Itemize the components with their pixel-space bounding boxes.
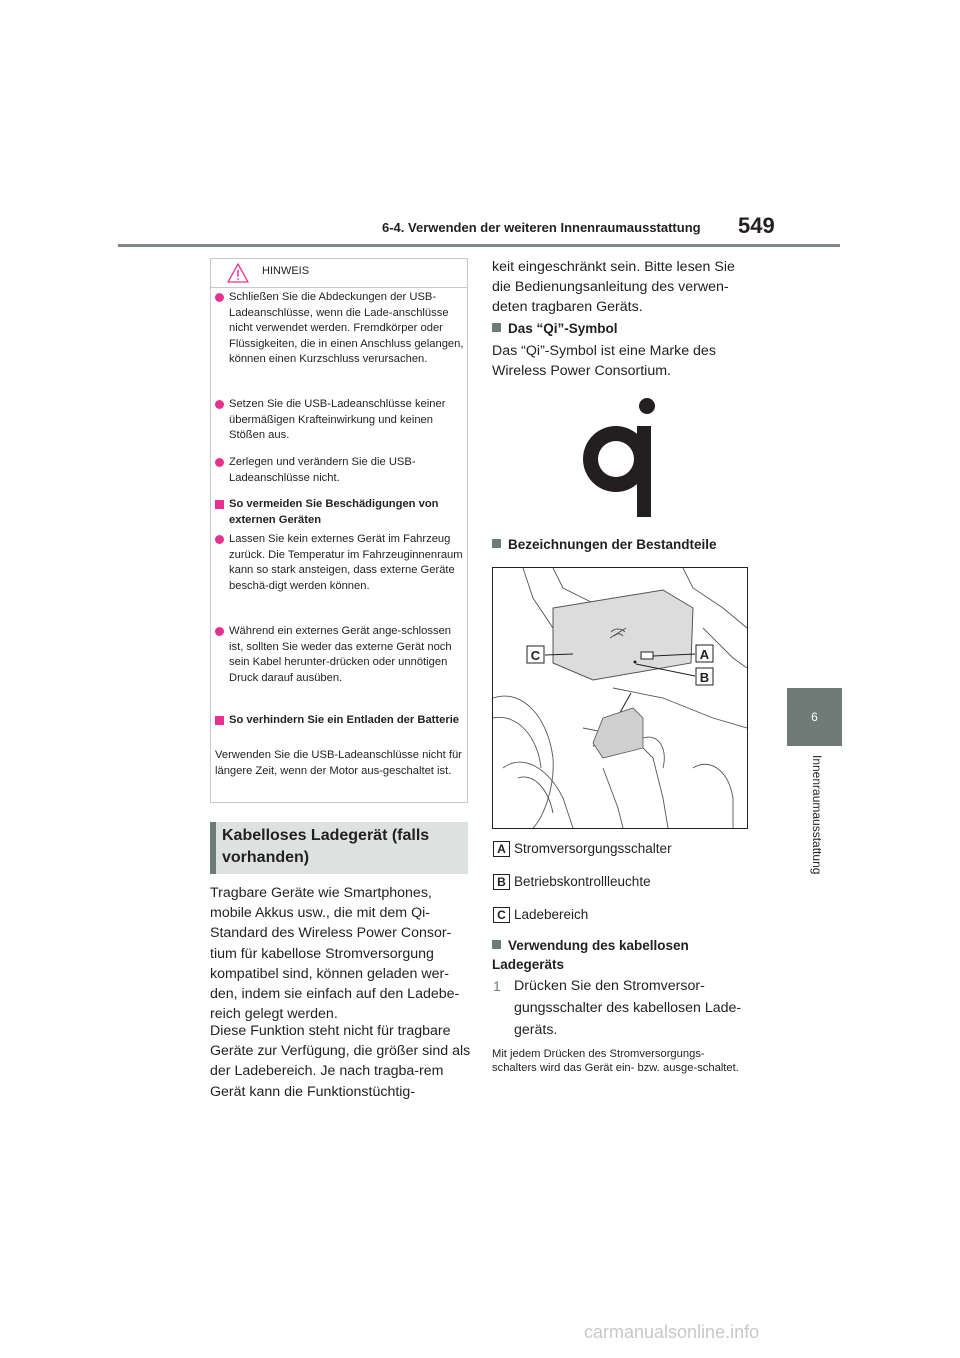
notice-item: Zerlegen und verändern Sie die USB-Ladeanschlüsse nicht.	[215, 455, 465, 486]
bullet-icon	[215, 535, 224, 544]
bullet-icon	[215, 293, 224, 302]
chapter-tab	[787, 688, 842, 746]
square-bullet-icon	[492, 323, 501, 332]
notice-title: HINWEIS	[262, 265, 310, 277]
legend-key-b: B	[493, 874, 510, 890]
chapter-label: Innenraumausstattung	[810, 755, 824, 875]
body-paragraph: Tragbare Geräte wie Smartphones, mobile Akkus usw., die mit dem Qi-Standard des Wireless Power Consor-tium für kabellose Stromversorgung kompatibel sind, können geladen wer-den, indem sie einfach auf den Ladebe-reich gelegt werden.	[210, 885, 460, 1023]
qi-text: Das “Qi”-Symbol ist eine Marke des Wireless Power Consortium.	[492, 343, 716, 380]
square-bullet-icon	[215, 716, 224, 725]
legend-text-b: Betriebskontrollleuchte	[514, 874, 651, 889]
notice-item: Setzen Sie die USB-Ladeanschlüsse keiner übermäßigen Krafteinwirkung und keinen Stößen aus.	[215, 397, 465, 444]
notice-subheading: So vermeiden Sie Beschädigungen von externen Geräten	[215, 497, 465, 528]
console-drawing	[493, 568, 747, 828]
charger-illustration	[492, 567, 748, 829]
body-paragraph: Diese Funktion steht nicht für tragbare Geräte zur Verfügung, die größer sind als der Ladebereich. Je nach tragba-rem Gerät kann die Funktionstüchtig-	[210, 1023, 471, 1100]
section-heading: Kabelloses Ladegerät (falls vorhanden)	[222, 827, 430, 866]
square-bullet-icon	[215, 500, 224, 509]
notice-plain-text: Verwenden Sie die USB-Ladeanschlüsse nicht für längere Zeit, wenn der Motor aus-geschaltet ist.	[215, 749, 462, 777]
notice-item: Während ein externes Gerät ange-schlossen ist, sollten Sie weder das externe Gerät noch sein Kabel herunter-drücken oder unnötigen Druck darauf ausüben.	[215, 624, 465, 686]
bullet-icon	[215, 400, 224, 409]
legend-key-a: A	[493, 841, 510, 857]
legend-text-c: Ladebereich	[514, 907, 589, 922]
body-paragraph: keit eingeschränkt sein. Bitte lesen Sie die Bedienungsanleitung des verwen-deten tragbaren Geräts.	[492, 259, 735, 316]
notice-item: Schließen Sie die Abdeckungen der USB-Ladeanschlüsse, wenn die Lade-anschlüsse nicht verwendet werden. Fremdkörper oder Flüssigkeiten, die in einen Anschluss gelangen, können einen Kurzschluss verursachen.	[215, 290, 465, 368]
figure-label-b: B	[699, 670, 710, 685]
square-bullet-icon	[492, 539, 501, 548]
qi-subheading: Das “Qi”-Symbol	[492, 319, 618, 338]
bullet-icon	[215, 627, 224, 636]
notice-subheading: So verhindern Sie ein Entladen der Batterie	[215, 713, 465, 729]
warning-triangle-icon	[227, 263, 249, 283]
figure-label-c: C	[530, 648, 541, 663]
watermark: carmanualsonline.info	[584, 1322, 760, 1342]
page-number: 549	[738, 213, 775, 238]
qi-logo-icon	[580, 397, 662, 519]
parts-subheading: Bezeichnungen der Bestandteile	[492, 535, 717, 554]
square-bullet-icon	[492, 940, 501, 949]
figure-label-a: A	[699, 647, 710, 662]
step-text: Drücken Sie den Stromversor-gungsschalter des kabellosen Lade-geräts.	[514, 978, 742, 1038]
section-title: 6-4. Verwenden der weiteren Innenraumausstattung	[382, 220, 701, 235]
legend-text-a: Stromversorgungsschalter	[514, 841, 672, 856]
usage-note: Mit jedem Drücken des Stromversorgungs-schalters wird das Gerät ein- bzw. ausge-schaltet.	[492, 1048, 739, 1074]
chapter-number: 6	[811, 710, 818, 724]
header-rule	[118, 244, 840, 247]
bullet-icon	[215, 458, 224, 467]
usage-subheading: Verwendung des kabellosen Ladegeräts	[492, 938, 689, 972]
step-number: 1	[493, 978, 501, 994]
notice-item: Lassen Sie kein externes Gerät im Fahrzeug zurück. Die Temperatur im Fahrzeuginnenraum kann so stark ansteigen, dass externe Geräte beschä-digt werden können.	[215, 532, 465, 594]
legend-key-c: C	[493, 907, 510, 923]
